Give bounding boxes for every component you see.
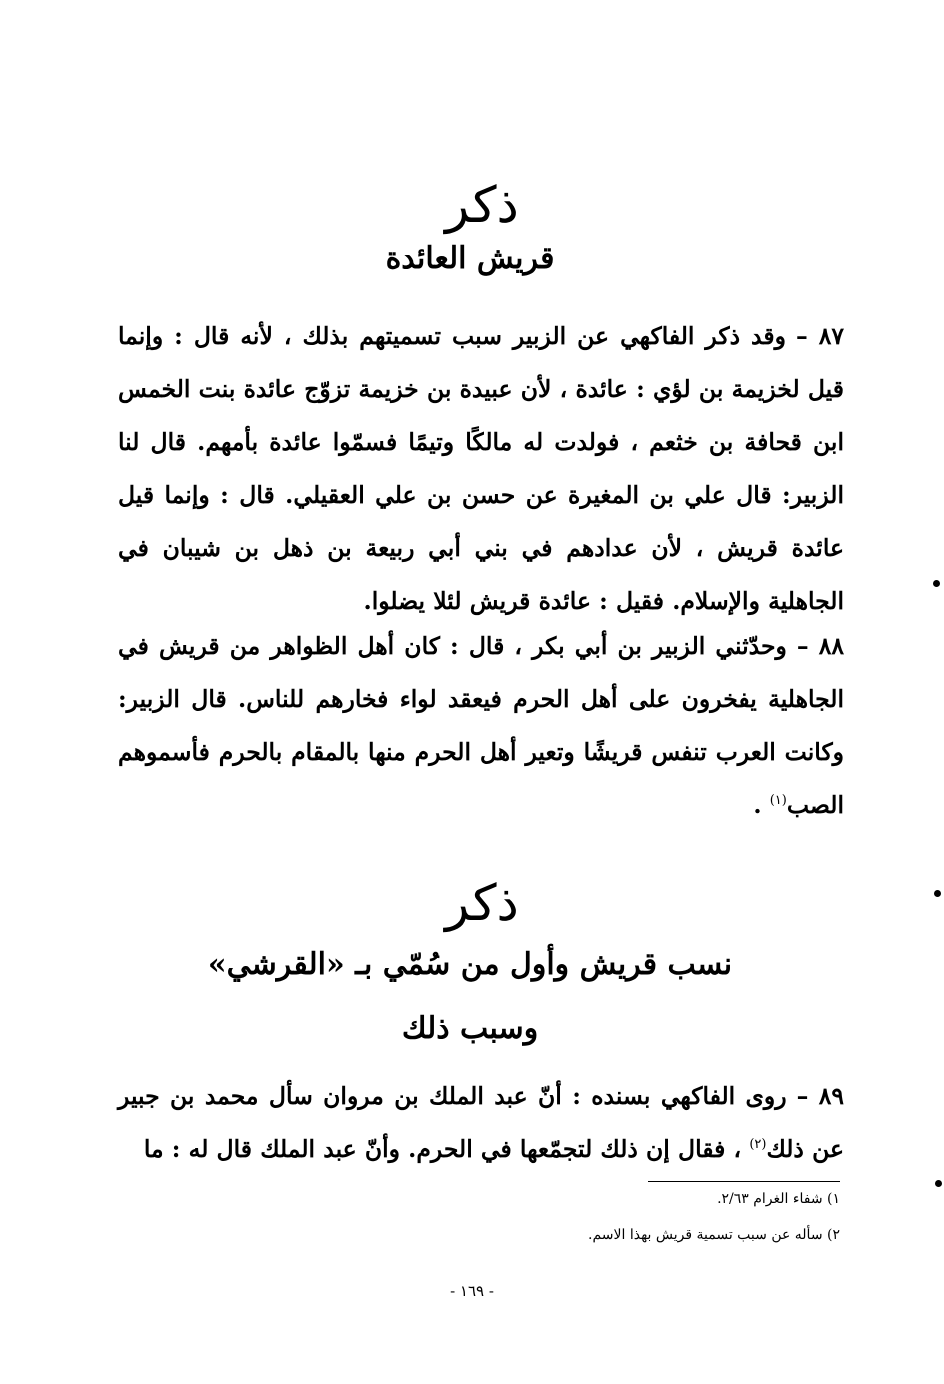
paragraph-number: ٨٨ – xyxy=(796,632,844,660)
footnote-divider xyxy=(648,1181,840,1182)
paragraph-number: ٨٧ – xyxy=(795,322,844,350)
paragraph-text-continued: ، فقال إن ذلك لتجمّعها في الحرم. وأنّ عبد الملك قال له : ما xyxy=(143,1135,750,1163)
paragraph-text: روى الفاكهي بسنده : أنّ عبد الملك بن مروان سأل محمد بن جبير عن ذلك xyxy=(118,1082,844,1163)
scan-mark xyxy=(933,580,940,587)
footnote-1: ١) شفاء الغرام ٢/٦٣. xyxy=(717,1191,840,1207)
paragraph-88 xyxy=(118,620,844,832)
page-number: - ١٦٩ - xyxy=(450,1282,494,1300)
scan-mark xyxy=(934,890,941,897)
section-title-line2: وسبب ذلك xyxy=(401,1011,539,1046)
paragraph-number: ٨٩ – xyxy=(796,1082,845,1110)
footnote-2: ٢) سأله عن سبب تسمية قريش بهذا الاسم. xyxy=(588,1227,840,1243)
section-ornament-dhikr: ذكر xyxy=(445,176,519,234)
section-title-line1: نسب قريش وأول من سُمّي بـ «القرشي» xyxy=(207,947,733,982)
paragraph-end: . xyxy=(753,791,770,819)
footnote-ref-2: (٢) xyxy=(749,1137,767,1153)
paragraph-text: وقد ذكر الفاكهي عن الزبير سبب تسميتهم بذلك ، لأنه قال : وإنما قيل لخزيمة بن لؤي : عائدة ، لأن عبيدة بن خزيمة تزوّج عائدة بنت الخمس ابن قحافة بن خثعم ، فولدت له مالكًا وتيمًا فسمّوا عائدة بأمهم. قال لنا الزبير: قال علي بن المغيرة عن حسن بن علي العقيلي. قال : وإنما قيل عائدة قريش ، لأن عدادهم في بني أبي ربيعة بن ذهل بن شيبان في الجاهلية والإسلام. فقيل : عائدة قريش لئلا يضلوا. xyxy=(118,322,844,615)
scan-mark xyxy=(935,1180,942,1187)
paragraph-87 xyxy=(118,310,844,628)
paragraph-89 xyxy=(118,1070,844,1176)
footnote-ref-1: (١) xyxy=(769,793,787,809)
paragraph-text: وحدّثني الزبير بن أبي بكر ، قال : كان أهل الظواهر من قريش في الجاهلية يفخرون على أهل الحرم فيعقد لواء فخارهم للناس. قال الزبير: وكانت العرب تنفس قريشًا وتعير أهل الحرم منها بالمقام بالحرم فأسموهم الصب xyxy=(118,632,844,819)
section-title-quraysh-aidha: قريش العائدة xyxy=(385,241,555,276)
section-ornament-dhikr: ذكر xyxy=(445,874,519,932)
